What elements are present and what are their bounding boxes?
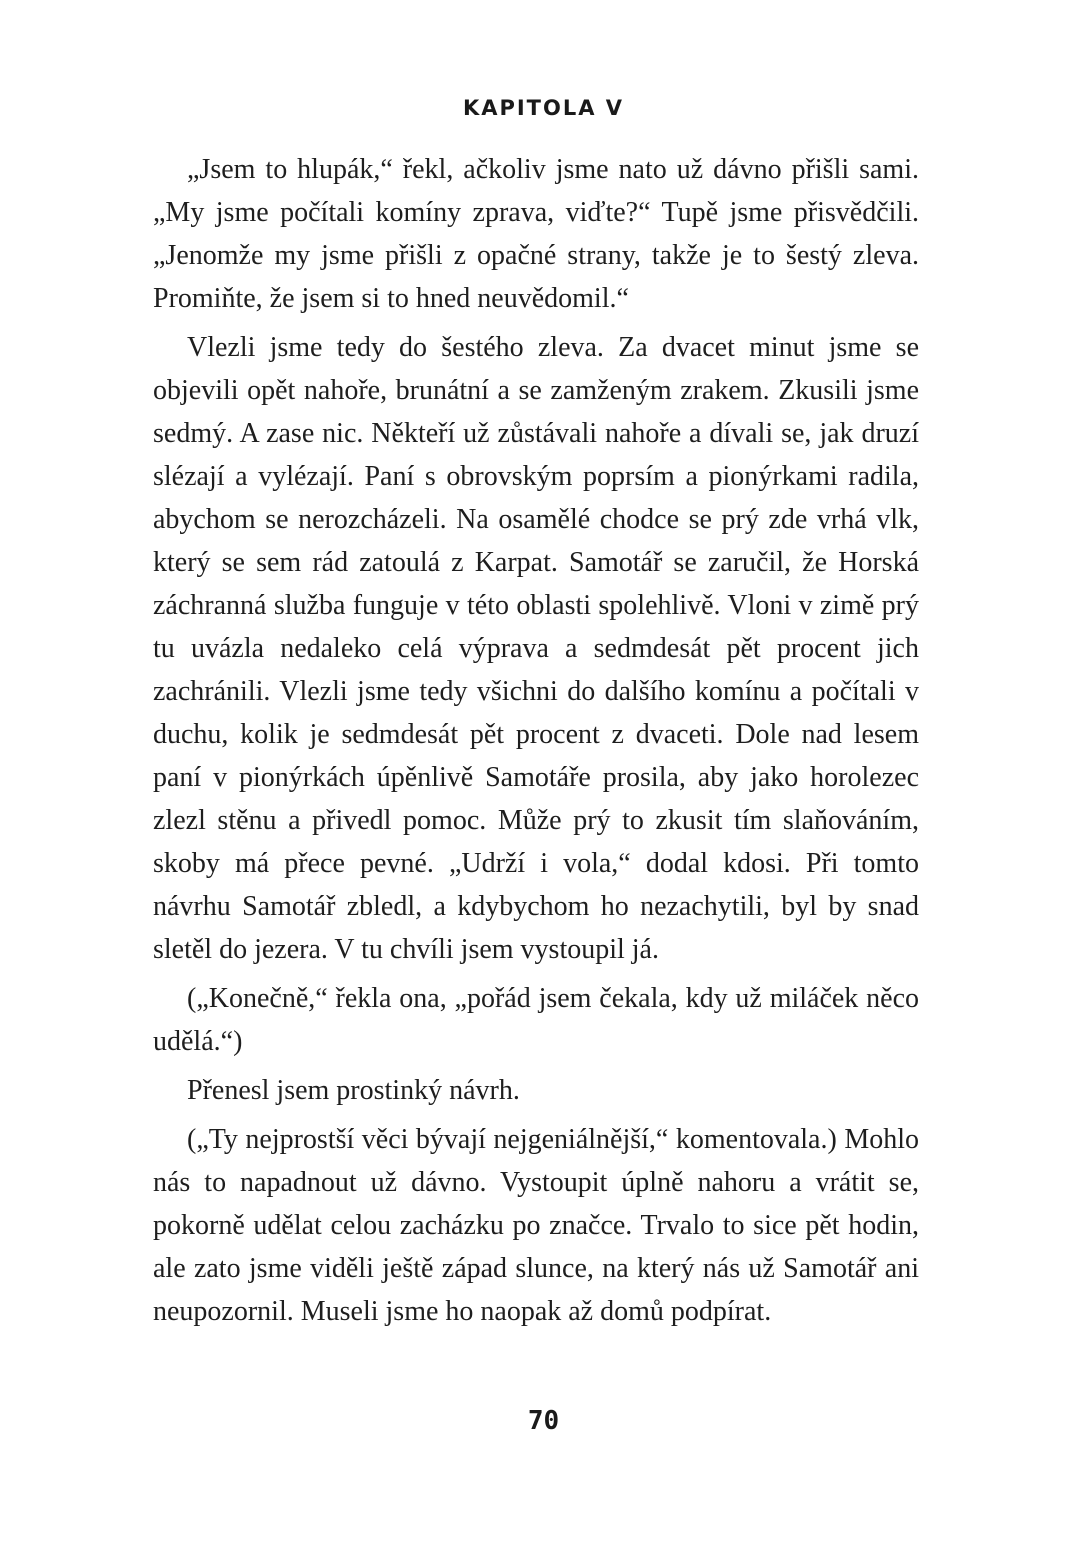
paragraph-3: („Konečně,“ řekla ona, „pořád jsem čekala, kdy už miláček něco udělá.“): [153, 983, 919, 1057]
paragraph-2: Vlezli jsme tedy do šestého zleva. Za dvacet minut jsme se objevili opět nahoře, brunátní a se zamženým zrakem. Zkusili jsme sedmý. A zase nic. Někteří už zůstávali nahoře a dívali se, jak druzí slézají a vylézají. Paní s obrovským poprsím a pionýrkami radila, abychom se nerozcházeli. Na osamělé chodce se prý zde vrhá vlk, který se sem rád zatoulá z Karpat. Samotář se zaručil, že Horská záchranná služba funguje v této oblasti spolehlivě. Vloni v zimě prý tu uvázla nedaleko celá výprava a sedmdesát pět procent jich zachránili. Vlezli jsme tedy všichni do dalšího komínu a počítali v duchu, kolik je sedmdesát pět procent z dvaceti. Dole nad lesem paní v pionýrkách úpěnlivě Samotáře prosila, aby jako horolezec zlezl stěnu a přivedl pomoc. Může prý to zkusit tím slaňováním, skoby má přece pevné. „Udrží i vola,“ dodal kdosi. Při tomto návrhu Samotář zbledl, a kdybychom ho nezachytili, byl by snad sletěl do jezera. V tu chvíli jsem vystoupil já.: [153, 332, 919, 965]
paragraph-1: „Jsem to hlupák,“ řekl, ačkoliv jsme nato už dávno přišli sami. „My jsme počítali komíny zprava, viďte?“ Tupě jsme přisvědčili. „Jenomže my jsme přišli z opačné strany, takže je to šestý zleva. Promiňte, že jsem si to hned neuvědomil.“: [153, 154, 919, 314]
body-text: [153, 148, 919, 1333]
page-number: 70: [527, 1406, 560, 1436]
paragraph-5: („Ty nejprostší věci bývají nejgeniálnější,“ komentovala.) Mohlo nás to napadnout už dávno. Vystoupit úplně nahoru a vrátit se, pokorně udělat celou zacházku po značce. Trvalo to sice pět hodin, ale zato jsme viděli ještě západ slunce, na který nás už Samotář ani neupozornil. Museli jsme ho naopak až domů podpírat.: [153, 1124, 919, 1327]
chapter-heading: KAPITOLA V: [462, 96, 625, 120]
paragraph-4: Přenesl jsem prostinký návrh.: [187, 1075, 520, 1106]
